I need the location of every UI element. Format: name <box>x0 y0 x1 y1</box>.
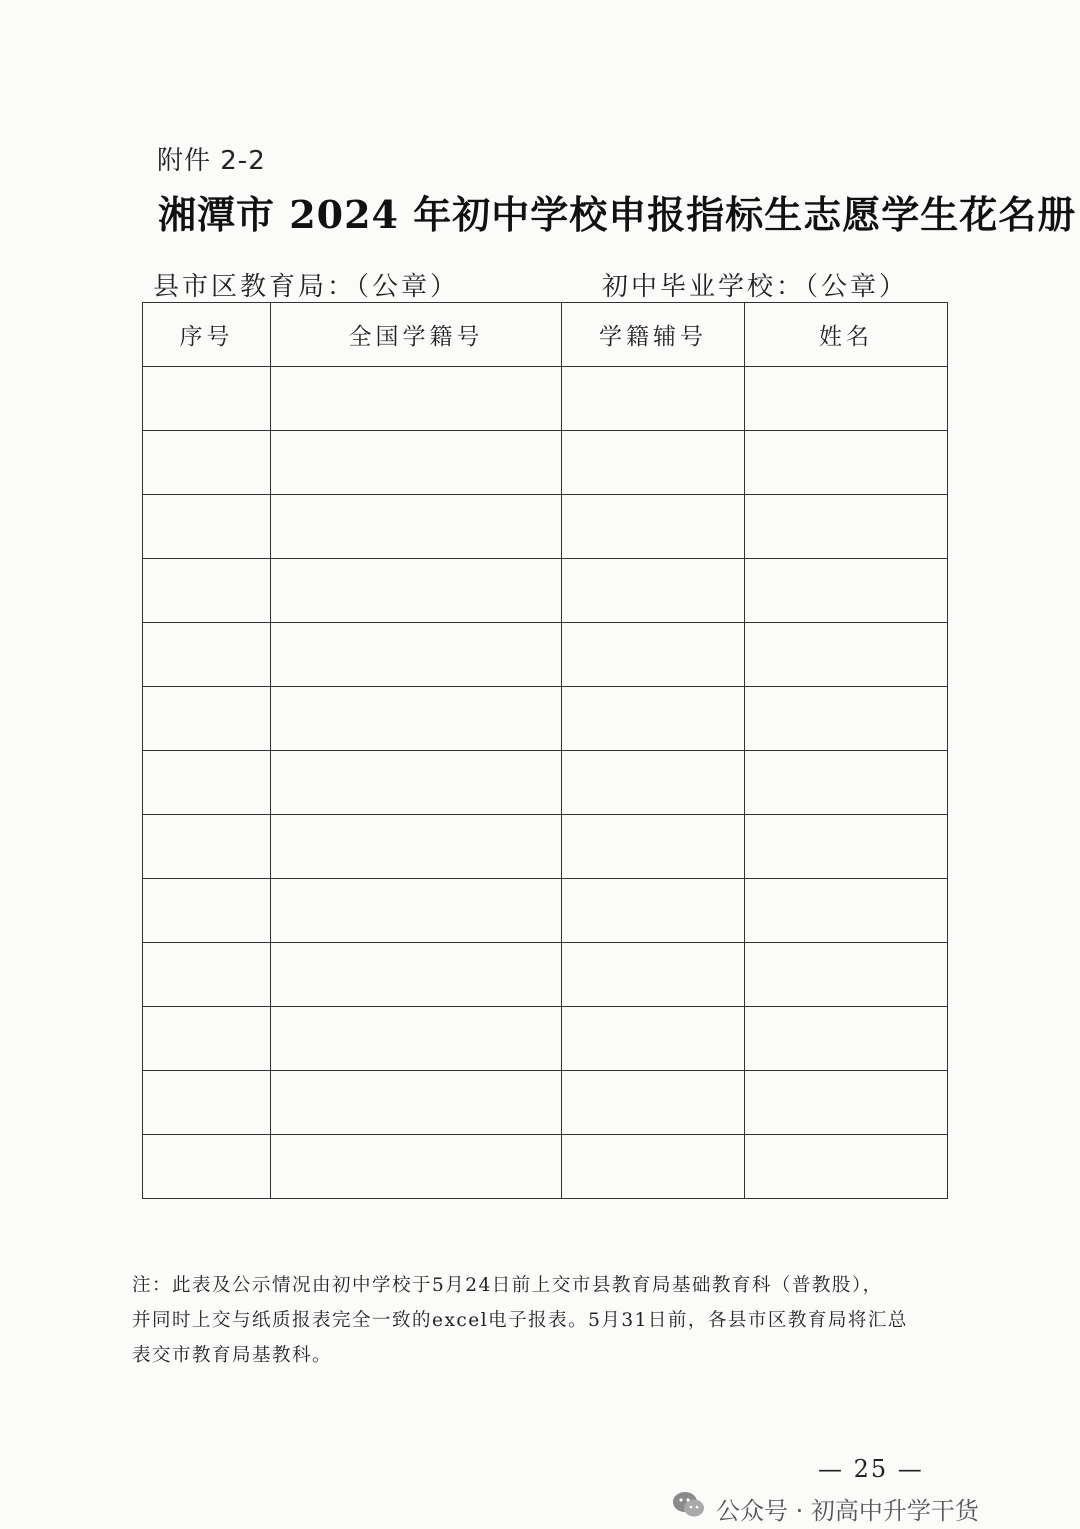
table-row <box>143 367 948 431</box>
table-row <box>143 943 948 1007</box>
column-header-serial: 序号 <box>143 303 271 367</box>
table-cell <box>271 687 562 751</box>
table-cell <box>745 623 948 687</box>
table-cell <box>745 367 948 431</box>
table-cell <box>143 815 271 879</box>
table-cell <box>745 1007 948 1071</box>
attachment-label: 附件 2-2 <box>157 146 266 176</box>
table-cell <box>745 687 948 751</box>
table-row <box>143 815 948 879</box>
county-bureau-seal-label: 县市区教育局：（公章） <box>153 272 460 302</box>
table-cell <box>562 431 745 495</box>
table-row <box>143 687 948 751</box>
footnote <box>132 1268 952 1373</box>
table-cell <box>745 495 948 559</box>
table-row <box>143 1071 948 1135</box>
table-cell <box>143 495 271 559</box>
table-cell <box>562 879 745 943</box>
table-cell <box>562 751 745 815</box>
watermark-text: 公众号 · 初高中升学干货 <box>716 1496 979 1525</box>
table-cell <box>745 879 948 943</box>
table-cell <box>271 431 562 495</box>
table-cell <box>143 1071 271 1135</box>
student-roster-table <box>142 302 948 1199</box>
table-cell <box>143 1135 271 1199</box>
table-cell <box>271 879 562 943</box>
table-cell <box>271 559 562 623</box>
table-cell <box>745 943 948 1007</box>
table-cell <box>562 367 745 431</box>
table-header-row <box>143 303 948 367</box>
table-cell <box>745 431 948 495</box>
watermark <box>672 1490 979 1526</box>
table-row <box>143 879 948 943</box>
column-header-name: 姓名 <box>745 303 948 367</box>
page-number: — 25 — <box>818 1455 924 1483</box>
table-cell <box>745 815 948 879</box>
table-cell <box>143 623 271 687</box>
table-row <box>143 1135 948 1199</box>
table-cell <box>562 623 745 687</box>
table-cell <box>562 943 745 1007</box>
table-row <box>143 1007 948 1071</box>
table-cell <box>562 559 745 623</box>
school-seal-label: 初中毕业学校：（公章） <box>602 272 909 302</box>
footnote-line: 表交市教育局基教科。 <box>132 1345 333 1366</box>
table-cell <box>271 623 562 687</box>
table-row <box>143 495 948 559</box>
table-cell <box>271 1071 562 1135</box>
table-cell <box>745 751 948 815</box>
table-cell <box>143 431 271 495</box>
wechat-icon <box>672 1490 706 1526</box>
table-cell <box>271 943 562 1007</box>
table-cell <box>745 1071 948 1135</box>
table-row <box>143 559 948 623</box>
table-cell <box>143 751 271 815</box>
table-cell <box>271 1135 562 1199</box>
column-header-auxiliary-id: 学籍辅号 <box>562 303 745 367</box>
table-cell <box>271 1007 562 1071</box>
table-cell <box>562 687 745 751</box>
table-cell <box>562 1135 745 1199</box>
footnote-line: 并同时上交与纸质报表完全一致的excel电子报表。5月31日前，各县市区教育局将汇总 <box>132 1310 908 1331</box>
table-cell <box>143 1007 271 1071</box>
table-cell <box>143 687 271 751</box>
table-cell <box>143 879 271 943</box>
table-cell <box>143 367 271 431</box>
table-row <box>143 431 948 495</box>
table-row <box>143 623 948 687</box>
table-cell <box>143 559 271 623</box>
table-row <box>143 751 948 815</box>
table-cell <box>143 943 271 1007</box>
table-cell <box>271 815 562 879</box>
table-cell <box>271 495 562 559</box>
column-header-national-student-id: 全国学籍号 <box>271 303 562 367</box>
table-cell <box>562 815 745 879</box>
table-cell <box>562 495 745 559</box>
table-cell <box>271 367 562 431</box>
footnote-line: 注：此表及公示情况由初中学校于5月24日前上交市县教育局基础教育科（普教股）， <box>132 1275 883 1296</box>
table-cell <box>271 751 562 815</box>
table-cell <box>562 1071 745 1135</box>
table-cell <box>562 1007 745 1071</box>
table-cell <box>745 1135 948 1199</box>
document-title: 湘潭市 2024 年初中学校申报指标生志愿学生花名册 <box>158 192 1077 237</box>
table-cell <box>745 559 948 623</box>
